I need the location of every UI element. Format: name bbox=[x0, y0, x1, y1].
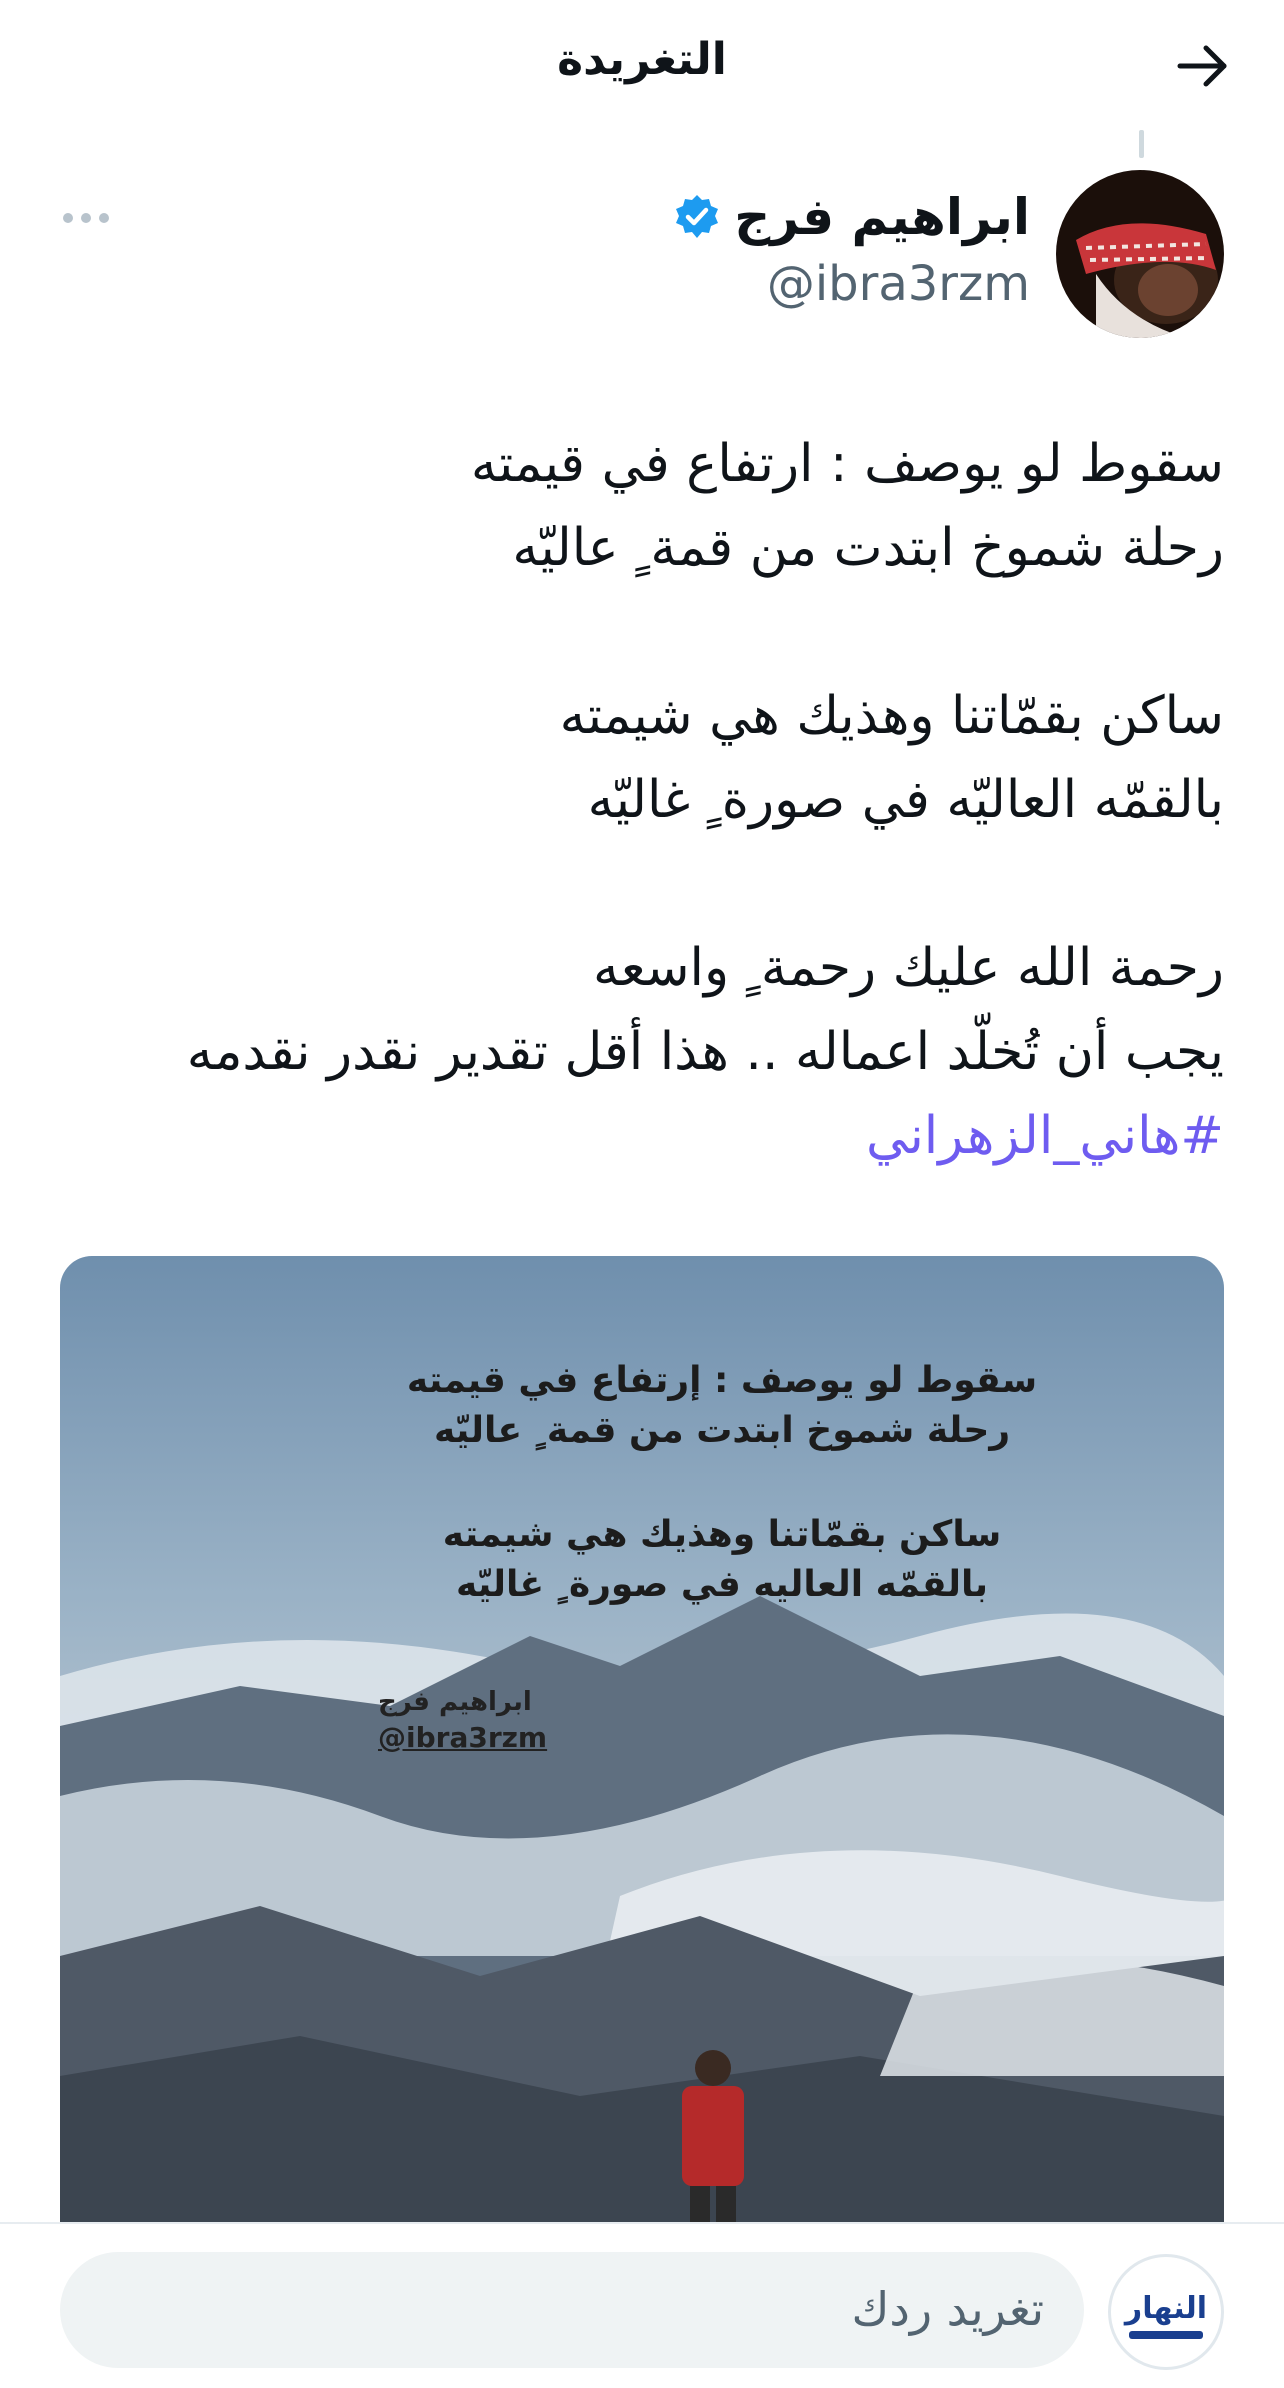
tweet-line: رحلة شموخ ابتدت من قمة ٍ عاليّه bbox=[512, 518, 1224, 578]
image-text-line: سقوط لو يوصف : إرتفاع في قيمته bbox=[406, 1360, 1038, 1401]
verified-badge-icon bbox=[672, 192, 722, 242]
author-handle[interactable]: @ibra3rzm bbox=[766, 256, 1030, 312]
image-author-handle: @ibra3rzm bbox=[378, 1721, 548, 1754]
tweet-line: ساكن بقمّاتنا وهذيك هي شيمته bbox=[559, 686, 1224, 746]
image-text-line: ساكن بقمّاتنا وهذيك هي شيمته bbox=[442, 1514, 1002, 1555]
author-avatar[interactable] bbox=[1056, 170, 1224, 338]
reply-placeholder: تغريد ردك bbox=[851, 2282, 1044, 2336]
hashtag-link[interactable]: #هاني_الزهراني bbox=[865, 1106, 1224, 1166]
tweet-line: رحمة الله عليك رحمة ٍ واسعه bbox=[593, 938, 1224, 998]
paragraph-gap bbox=[60, 842, 1224, 926]
thread-connector-line bbox=[1139, 130, 1144, 158]
image-caption-text bbox=[60, 1356, 1224, 1610]
author-name-row bbox=[672, 182, 1030, 252]
image-text-gap bbox=[220, 1456, 1224, 1510]
tweet-media-image[interactable] bbox=[60, 1256, 1224, 2226]
paragraph-gap bbox=[60, 590, 1224, 674]
arrow-right-icon bbox=[1172, 36, 1232, 96]
page-title: التغريدة bbox=[557, 34, 727, 85]
tweet-line: بالقمّه العاليّه في صورة ٍ غاليّه bbox=[587, 770, 1224, 830]
reply-composer-bar bbox=[0, 2222, 1284, 2388]
author-display-name[interactable]: ابراهيم فرج bbox=[734, 188, 1030, 246]
image-author-signature bbox=[378, 1684, 547, 1756]
tweet-text bbox=[60, 422, 1224, 1178]
tweet-line: يجب أن تُخلّد اعماله .. هذا أقل تقدير نقدر نقدمه bbox=[186, 1022, 1224, 1082]
image-text-line: بالقمّه العاليه في صورة ٍ غاليّه bbox=[455, 1564, 989, 1605]
image-author-name: ابراهيم فرج bbox=[378, 1687, 532, 1717]
top-bar bbox=[0, 0, 1284, 130]
reply-input[interactable] bbox=[60, 2252, 1084, 2368]
image-text-line: رحلة شموخ ابتدت من قمة ٍ عاليّه bbox=[433, 1410, 1011, 1451]
avatar-logo-bar bbox=[1129, 2331, 1203, 2339]
avatar-image bbox=[1056, 170, 1224, 338]
back-button[interactable] bbox=[1172, 36, 1232, 96]
current-user-avatar[interactable] bbox=[1108, 2254, 1224, 2370]
tweet-line: سقوط لو يوصف : ارتفاع في قيمته bbox=[470, 434, 1224, 494]
avatar-logo-text: النهار bbox=[1124, 2291, 1208, 2326]
more-options-button[interactable] bbox=[60, 200, 112, 236]
more-dots-icon bbox=[60, 200, 112, 236]
